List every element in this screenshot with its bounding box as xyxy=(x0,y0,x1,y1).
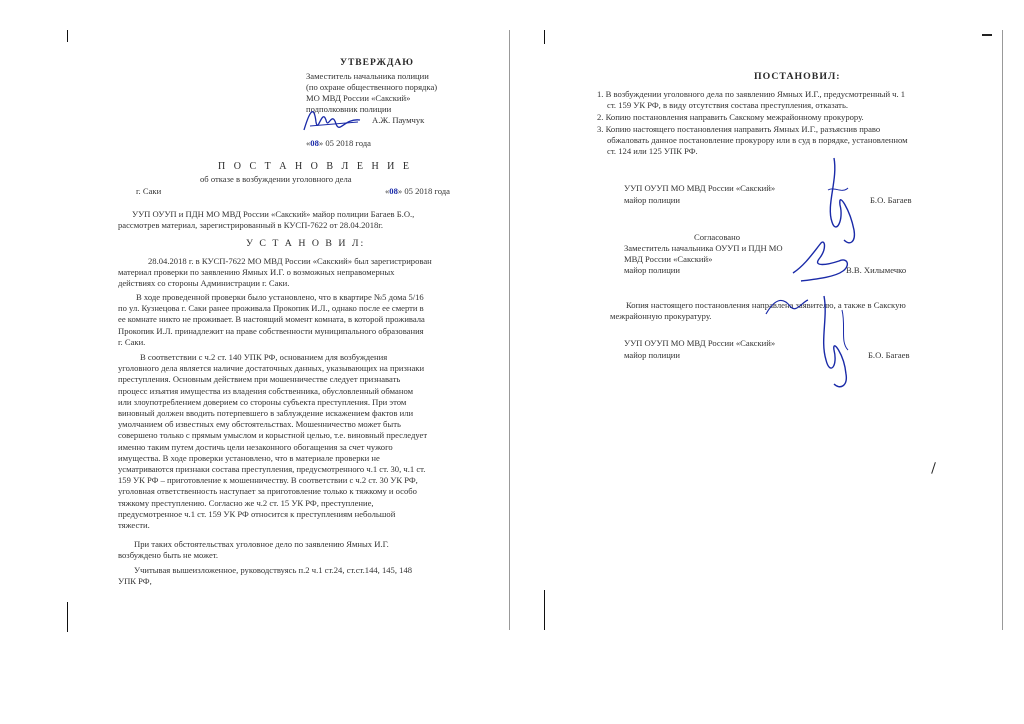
decision-2: 2. Копию постановления направить Сакскому межрайонному прокурору. xyxy=(597,112,864,122)
approve-line-2: (по охране общественного порядка) xyxy=(306,82,438,92)
doc-title: П О С Т А Н О В Л Е Н И Е xyxy=(218,161,412,172)
approve-signature xyxy=(300,100,370,140)
copy-note-signature xyxy=(762,292,812,322)
approve-date-day: 08 xyxy=(310,138,319,148)
paragraph-1: 28.04.2018 г. в КУСП-7622 МО МВД России «Сакский» был зарегистрирован материал проверки по заявлению Ямных И.Г. о возможных неправомерных действиях со стороны Администрации г. Саки. xyxy=(118,256,432,289)
agreed-line-3: майор полиции xyxy=(624,265,681,275)
approve-line-1: Заместитель начальника полиции xyxy=(306,71,429,81)
approve-line-3: МО МВД России «Сакский» xyxy=(306,93,411,103)
page-fold-right-bottom xyxy=(544,590,545,630)
paragraph-5: Учитывая вышеизложенное, руководствуясь п.2 ч.1 ст.24, ст.ст.144, 145, 148 УПК РФ, xyxy=(118,565,413,587)
approve-date: «08» 05 2018 года xyxy=(306,138,371,148)
paragraph-3: В соответствии с ч.2 ст. 140 УПК РФ, основанием для возбуждения уголовного дела является наличие достаточных данных, указывающих на признаки преступления. Основным действием при мошенничестве следует признавать процесс изъятия имущества из владения собственника, обусловленный обманом или злоупотреблением доверием со стороны субъекта преступления. При этом виновный должен вводить потерпевшего в заблуждение искажением фактов или умолчанием об известных ему обстоятельствах. Мошенничество может быть совершено только с прямым умыслом и корыстной целью, т.е. виновный преследует именно таким путем достичь цели незаконного обогащения за счет чужого имущества. В ходе проверки установлено, что в материале проверки не усматриваются признаки состава преступления, предусмотренного ч.1 ст. 30, ч.1 ст. 159 УК РФ – приготовление к мошенничеству. В соответствии с ч.2 ст. 30 УК РФ, уголовная ответственность наступает за приготовление только к тяжкому и особо тяжкому преступлению. Согласно же ч.2 ст. 15 УК РФ, преступление, предусмотренное ч.1 ст. 159 УК РФ относится к преступлениям небольшой тяжести. xyxy=(118,352,428,531)
page-fold-right-top xyxy=(544,30,545,44)
postanovil-heading: ПОСТАНОВИЛ: xyxy=(754,71,841,82)
sign2-name: Б.О. Багаев xyxy=(868,350,910,360)
agreed-line-2: МВД России «Сакский» xyxy=(624,254,713,264)
page-fold-left-edge xyxy=(509,30,510,630)
sign2-line1: УУП ОУУП МО МВД России «Сакский» xyxy=(624,338,776,348)
decision-1: 1. В возбуждении уголовного дела по заявлению Ямных И.Г., предусмотренный ч. 1 ст. 159 УК РФ, в виду отсутствия состава преступления, отказать. xyxy=(597,89,906,111)
sign1-name: Б.О. Багаев xyxy=(870,195,912,205)
approve-line-4: подполковник полиции xyxy=(306,104,392,114)
corner-mark xyxy=(982,34,992,36)
doc-date-day: 08 xyxy=(389,186,398,196)
intro-paragraph: УУП ОУУП и ПДН МО МВД России «Сакский» майор полиции Багаев Б.О., рассмотрев материал, зарегистрированный в КУСП-7622 от 28.04.2018г. xyxy=(118,209,415,231)
right-page xyxy=(512,0,1024,724)
sign2-line2: майор полиции xyxy=(624,350,681,360)
paragraph-2: В ходе проведенной проверки было установлено, что в квартире №5 дома 5/16 по ул. Кузнецова г. Саки ранее проживала Прокопик И.Л., однако после ее смерти в ее комнате никто не проживает. В настоящий момент комната, в которой проживала Прокопик И.Л. принадлежит на праве собственности муниципального образования г. Саки. xyxy=(118,292,425,347)
agreed-line-1: Заместитель начальника ОУУП и ПДН МО xyxy=(624,243,783,253)
doc-date: «08» 05 2018 года xyxy=(385,186,450,196)
paragraph-4: При таких обстоятельствах уголовное дело по заявлению Ямных И.Г. возбуждено быть не может. xyxy=(118,539,389,561)
stray-mark xyxy=(931,462,936,474)
sign1-line1: УУП ОУУП МО МВД России «Сакский» xyxy=(624,183,776,193)
decision-3: 3. Копию настоящего постановления направить Ямных И.Г., разъяснив право обжаловать данное постановление прокурору или в суд в порядке, установленном ст. 124 или 125 УПК РФ. xyxy=(597,124,908,157)
copy-note: Копия настоящего постановления направлена заявителю, а также в Сакскую межрайонную прокуратуру. xyxy=(610,300,906,322)
signature-2 xyxy=(787,235,857,285)
agreed-name: В.В. Хилымечко xyxy=(846,265,907,275)
approve-line-5: А.Ж. Паумчук xyxy=(372,115,425,125)
doc-subtitle: об отказе в возбуждении уголовного дела xyxy=(200,174,352,184)
agreed-title: Согласовано xyxy=(694,232,740,242)
page-fold-left-top xyxy=(67,30,68,42)
sign1-line2: майор полиции xyxy=(624,195,681,205)
page-fold-right-edge xyxy=(1002,30,1003,630)
place: г. Саки xyxy=(136,186,162,196)
ustanovil-heading: У С Т А Н О В И Л: xyxy=(246,238,366,249)
signature-3 xyxy=(812,290,862,395)
approve-title: УТВЕРЖДАЮ xyxy=(340,58,414,68)
page-fold-left-bottom xyxy=(67,602,68,632)
